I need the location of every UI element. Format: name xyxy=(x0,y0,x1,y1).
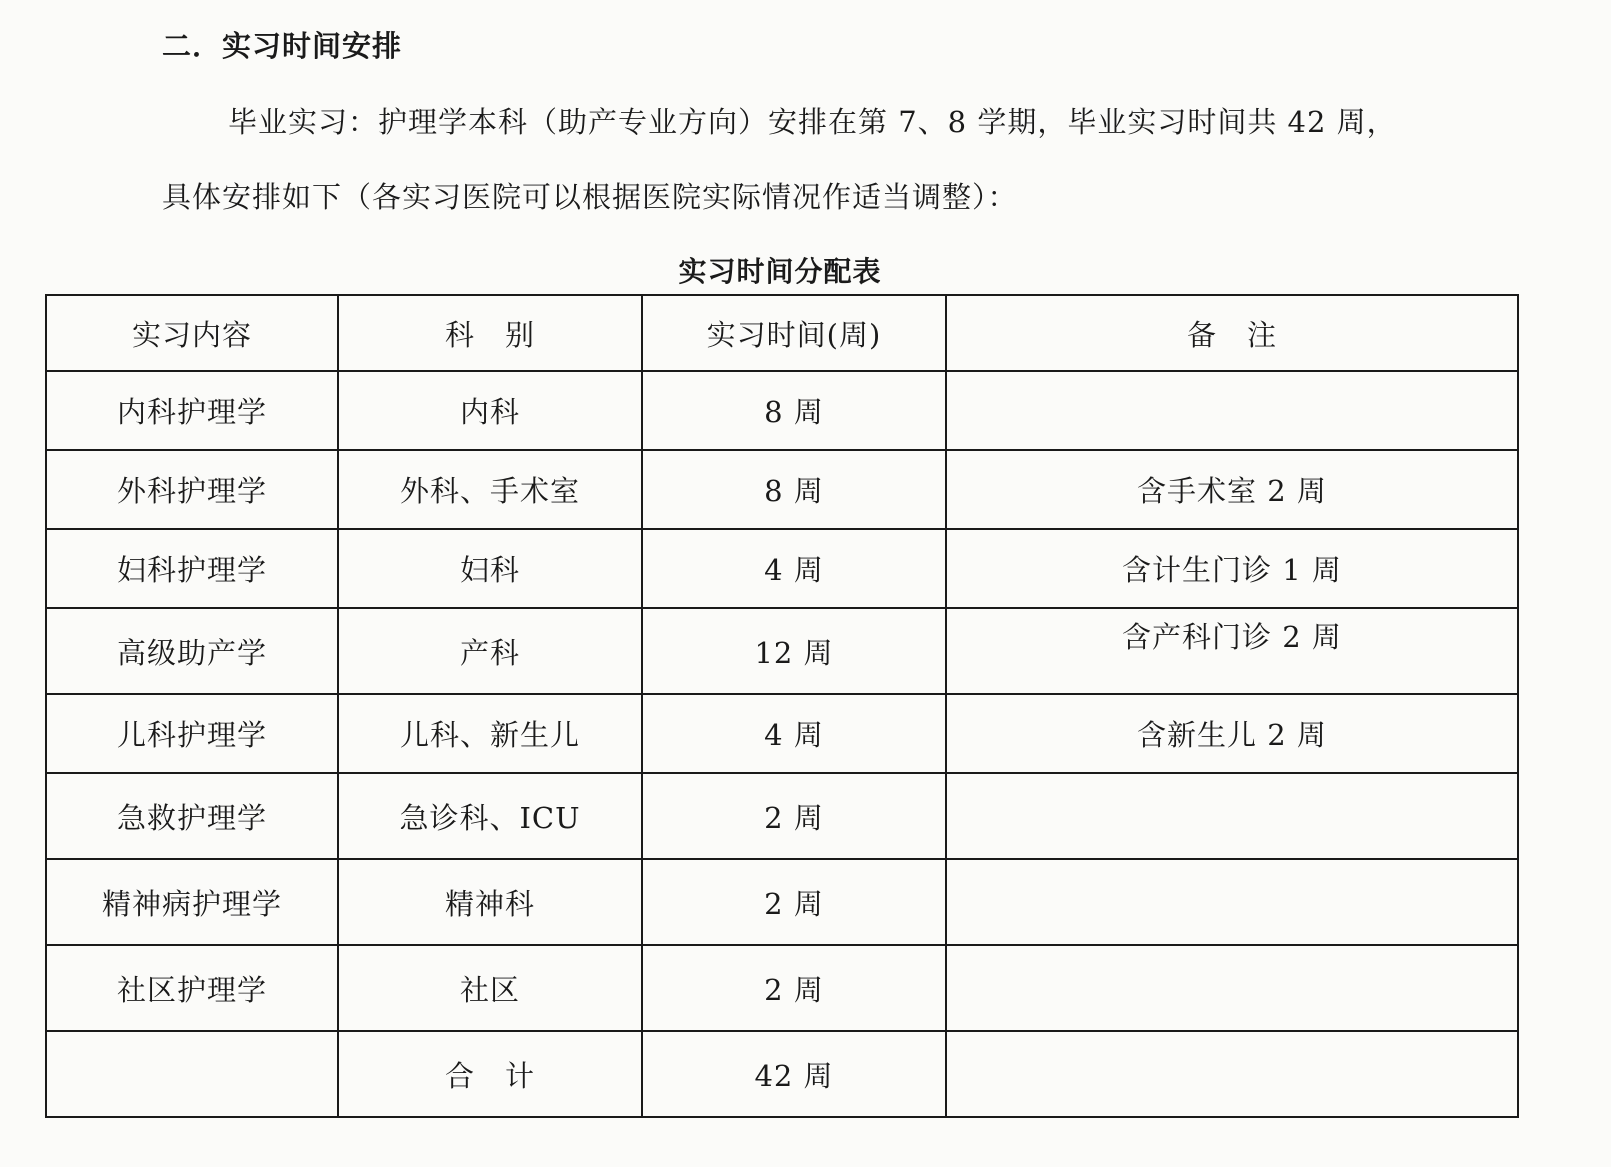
cell-remarks xyxy=(946,1031,1518,1117)
table-header-row xyxy=(46,295,1518,371)
intro-paragraph-line2: 具体安排如下（各实习医院可以根据医院实际情况作适当调整）： xyxy=(162,180,1018,214)
header-department: 科 别 xyxy=(338,295,642,371)
cell-content: 急救护理学 xyxy=(46,773,338,859)
cell-content: 外科护理学 xyxy=(46,450,338,529)
header-duration: 实习时间(周) xyxy=(642,295,946,371)
cell-department: 儿科、新生儿 xyxy=(338,694,642,773)
cell-department: 妇科 xyxy=(338,529,642,608)
table-caption: 实习时间分配表 xyxy=(678,255,882,288)
table-row xyxy=(46,859,1518,945)
cell-content: 精神病护理学 xyxy=(46,859,338,945)
cell-duration: 2 周 xyxy=(642,945,946,1031)
table-row xyxy=(46,529,1518,608)
intro-paragraph-line1: 毕业实习：护理学本科（助产专业方向）安排在第 7、8 学期，毕业实习时间共 42 周， xyxy=(228,105,1397,139)
cell-duration: 4 周 xyxy=(642,694,946,773)
table-row xyxy=(46,450,1518,529)
cell-duration: 12 周 xyxy=(642,608,946,694)
cell-department: 社区 xyxy=(338,945,642,1031)
cell-department: 急诊科、ICU xyxy=(338,773,642,859)
cell-duration: 4 周 xyxy=(642,529,946,608)
cell-remarks xyxy=(946,773,1518,859)
cell-department: 精神科 xyxy=(338,859,642,945)
table-row xyxy=(46,608,1518,694)
cell-total-duration: 42 周 xyxy=(642,1031,946,1117)
cell-remarks: 含新生儿 2 周 xyxy=(946,694,1518,773)
cell-remarks xyxy=(946,859,1518,945)
header-remarks: 备 注 xyxy=(946,295,1518,371)
cell-total-label: 合 计 xyxy=(338,1031,642,1117)
cell-content: 妇科护理学 xyxy=(46,529,338,608)
cell-remarks: 含计生门诊 1 周 xyxy=(946,529,1518,608)
cell-remarks: 含产科门诊 2 周 xyxy=(946,608,1518,694)
cell-content: 社区护理学 xyxy=(46,945,338,1031)
table-row xyxy=(46,371,1518,450)
cell-department: 产科 xyxy=(338,608,642,694)
table-row xyxy=(46,773,1518,859)
cell-content: 儿科护理学 xyxy=(46,694,338,773)
table-row xyxy=(46,694,1518,773)
table-row xyxy=(46,945,1518,1031)
cell-department: 外科、手术室 xyxy=(338,450,642,529)
internship-schedule-table xyxy=(45,294,1519,1118)
cell-duration: 8 周 xyxy=(642,450,946,529)
cell-duration: 8 周 xyxy=(642,371,946,450)
header-content: 实习内容 xyxy=(46,295,338,371)
cell-remarks xyxy=(946,371,1518,450)
cell-department: 内科 xyxy=(338,371,642,450)
cell-content: 内科护理学 xyxy=(46,371,338,450)
table-total-row xyxy=(46,1031,1518,1117)
cell-duration: 2 周 xyxy=(642,859,946,945)
cell-content xyxy=(46,1031,338,1117)
section-heading: 二．实习时间安排 xyxy=(162,29,403,63)
cell-remarks xyxy=(946,945,1518,1031)
cell-remarks: 含手术室 2 周 xyxy=(946,450,1518,529)
cell-content: 高级助产学 xyxy=(46,608,338,694)
cell-duration: 2 周 xyxy=(642,773,946,859)
